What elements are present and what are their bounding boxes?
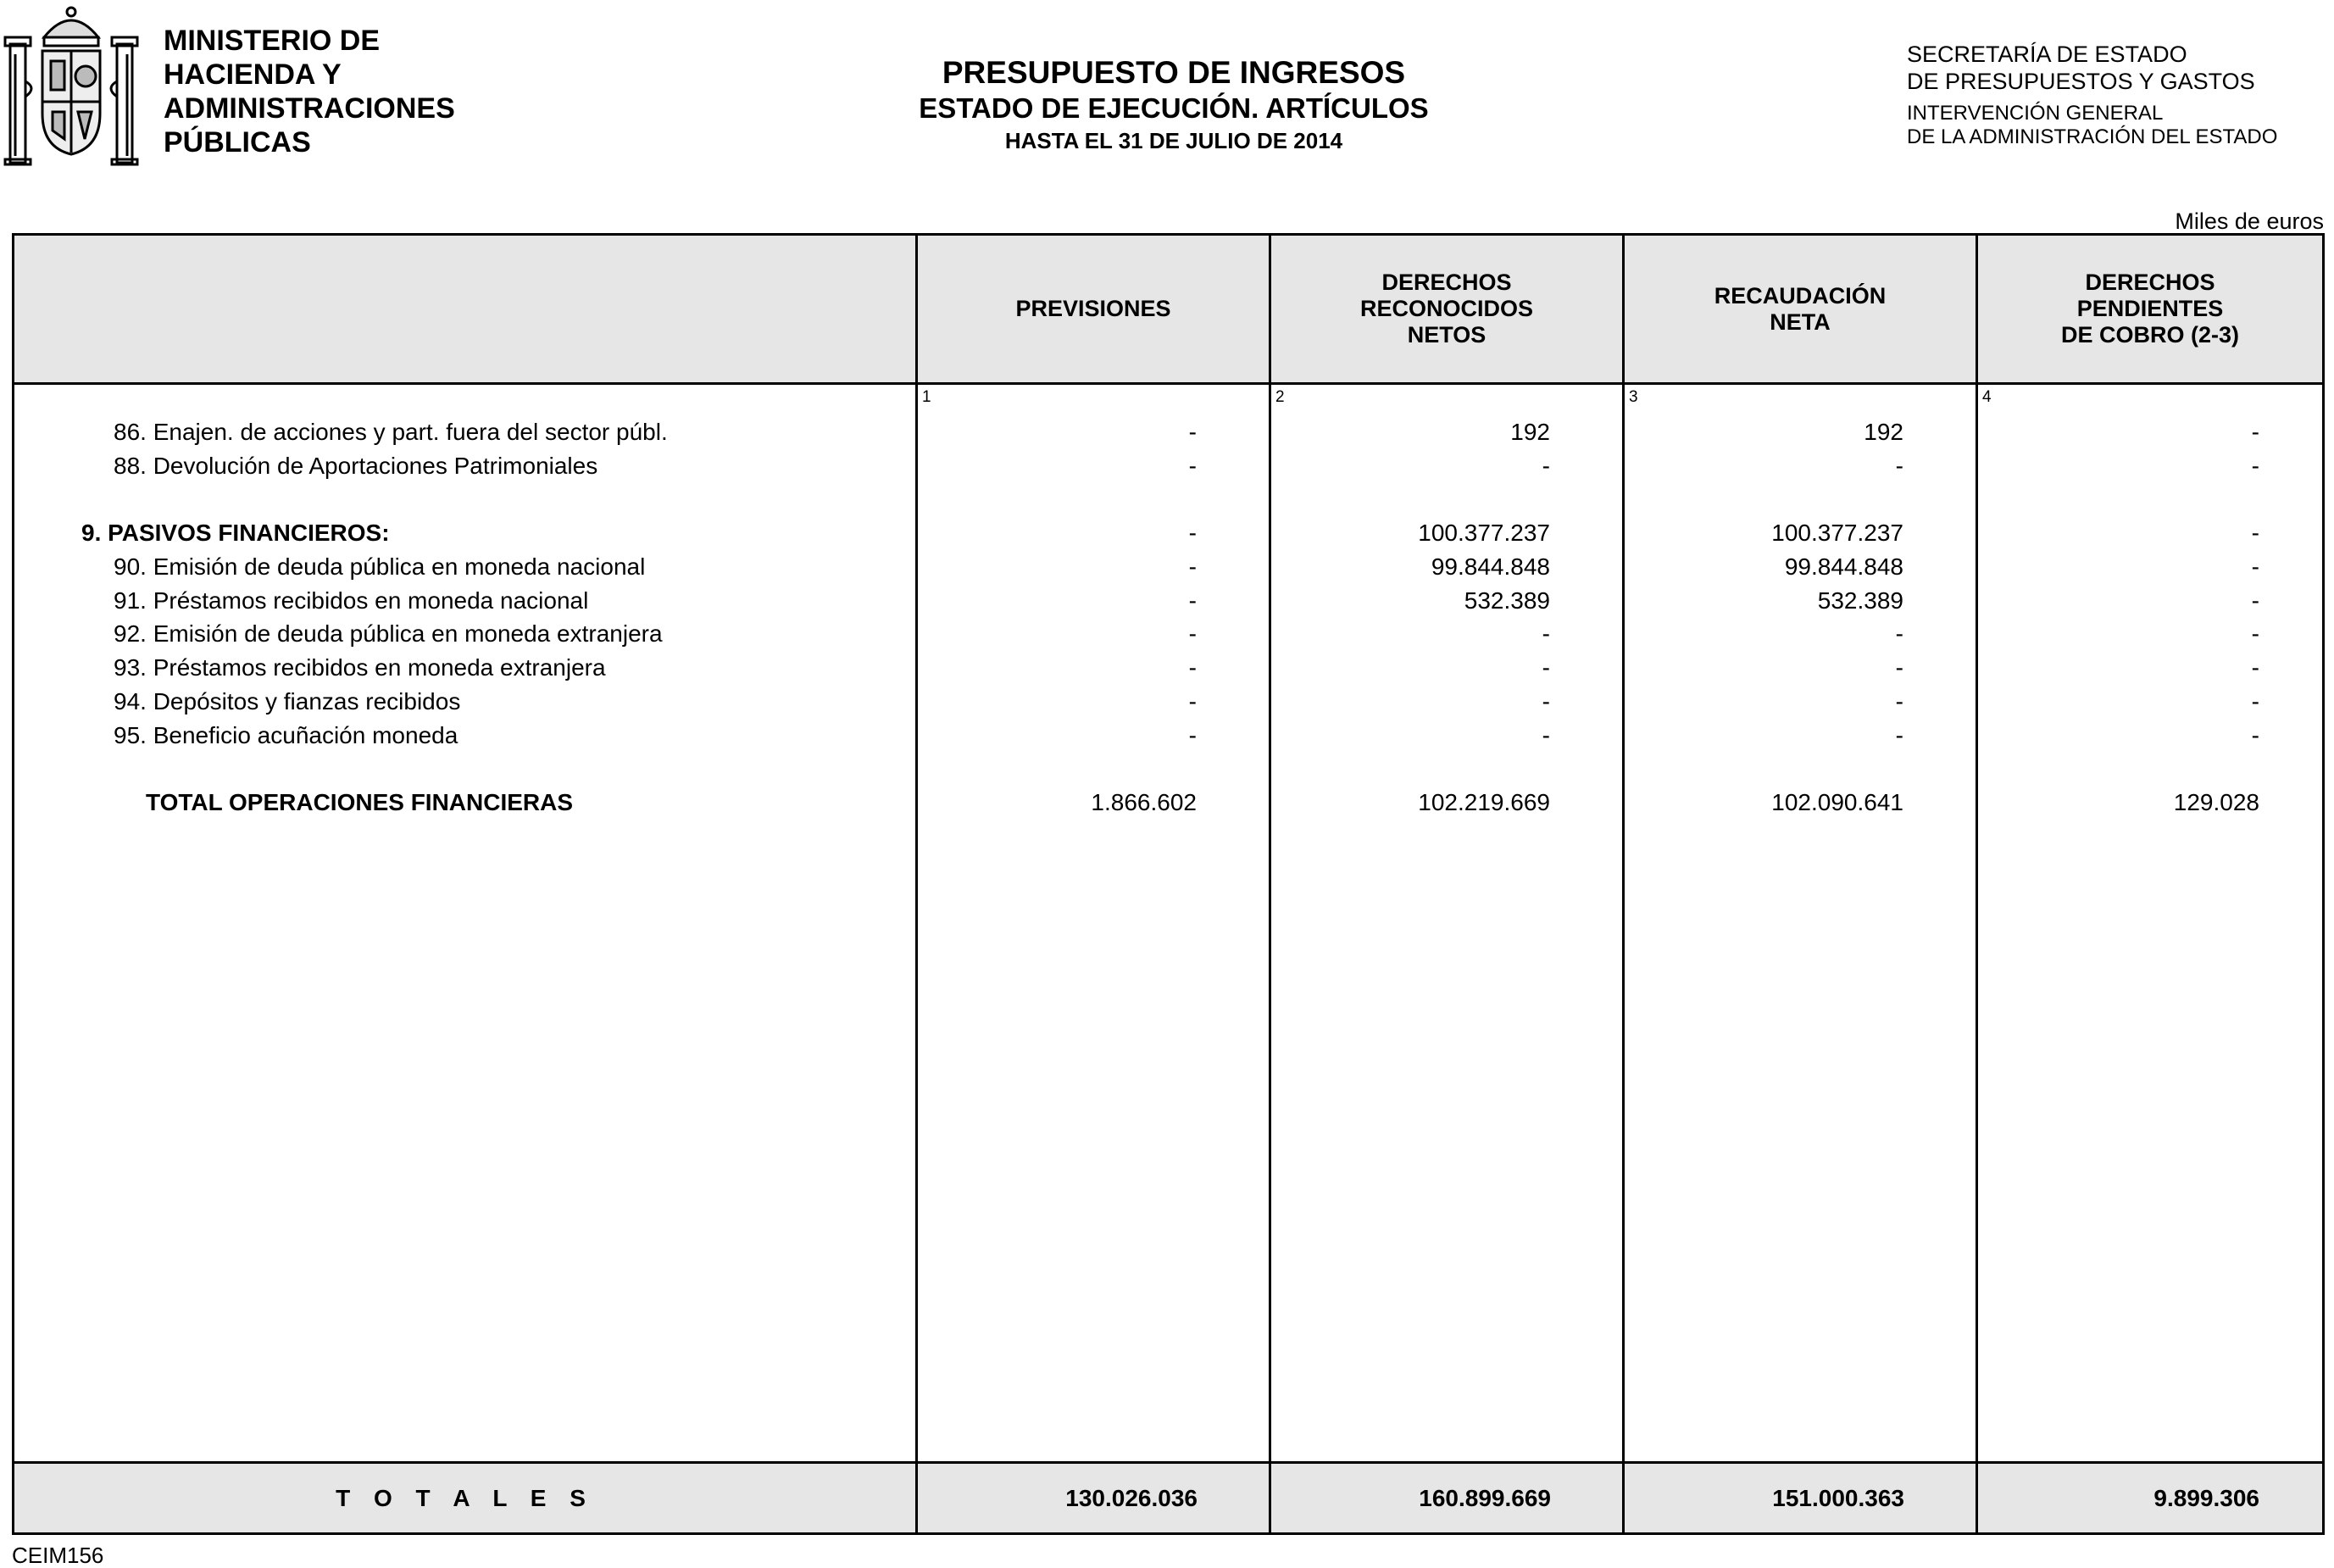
table-row — [0, 550, 2334, 584]
table-row — [0, 449, 2334, 483]
row-value: - — [2251, 620, 2259, 647]
ministry-name — [164, 24, 455, 159]
row-value: - — [1188, 453, 1197, 479]
row-label: 90. Emisión de deuda pública en moneda nacional — [114, 553, 646, 580]
row-value: - — [1188, 654, 1197, 681]
row-value: - — [2251, 587, 2259, 614]
totals-value: 160.899.669 — [1419, 1485, 1551, 1511]
row-value: - — [1188, 620, 1197, 647]
row-value: - — [1188, 722, 1197, 748]
table-row — [0, 651, 2334, 685]
column-header-line: RECAUDACIÓN — [1714, 282, 1887, 309]
column-header-line: DERECHOS — [2085, 270, 2215, 295]
row-value: 532.389 — [1464, 587, 1550, 614]
totals-value: 151.000.363 — [1772, 1485, 1904, 1511]
row-value: - — [2251, 520, 2259, 546]
column-number: 2 — [1275, 388, 1285, 406]
totals-label: T O T A L E S — [336, 1485, 594, 1511]
row-value: - — [2251, 419, 2259, 445]
row-label: 9. PASIVOS FINANCIEROS: — [81, 520, 390, 546]
column-number: 1 — [922, 388, 931, 406]
report-subtitle: ESTADO DE EJECUCIÓN. ARTÍCULOS — [919, 92, 1429, 124]
column-header-recaudacion — [1625, 236, 1976, 382]
intervencion-heading — [1907, 102, 2277, 149]
intervencion-line: DE LA ADMINISTRACIÓN DEL ESTADO — [1907, 125, 2278, 148]
row-value: 100.377.237 — [1418, 520, 1550, 546]
ministry-line: ADMINISTRACIONES — [164, 92, 455, 125]
column-number: 3 — [1629, 388, 1638, 406]
ministry-line: MINISTERIO DE — [164, 25, 381, 57]
row-value: - — [1188, 553, 1197, 580]
secretaria-heading — [1907, 41, 2255, 95]
totals-value: 9.899.306 — [2153, 1485, 2259, 1511]
document-code: CEIM156 — [12, 1543, 104, 1568]
row-value: 129.028 — [2173, 789, 2259, 815]
table-row-section — [0, 516, 2334, 550]
secretaria-line: SECRETARÍA DE ESTADO — [1907, 42, 2187, 67]
row-value: - — [1188, 587, 1197, 614]
row-value: - — [2251, 688, 2259, 714]
row-label: 91. Préstamos recibidos en moneda nacional — [114, 587, 589, 614]
report-title: PRESUPUESTO DE INGRESOS — [942, 55, 1406, 90]
row-value: 192 — [1510, 419, 1550, 445]
column-header-line: PENDIENTES — [2076, 296, 2224, 321]
table-row — [0, 584, 2334, 618]
column-header-line: PREVISIONES — [1015, 296, 1171, 321]
row-value: - — [1542, 620, 1550, 647]
row-value: 102.219.669 — [1418, 789, 1550, 815]
column-header-line: DE COBRO (2-3) — [2060, 322, 2239, 348]
units-label: Miles de euros — [2175, 209, 2324, 234]
row-value: - — [1542, 654, 1550, 681]
row-value: - — [1895, 688, 1903, 714]
row-value: - — [1895, 620, 1903, 647]
table-row — [0, 685, 2334, 719]
row-label: 92. Emisión de deuda pública en moneda extranjera — [114, 620, 663, 647]
row-value: - — [1542, 722, 1550, 748]
row-label: 86. Enajen. de acciones y part. fuera del sector públ. — [114, 419, 668, 445]
column-header-line: NETOS — [1407, 322, 1487, 348]
row-label: 93. Préstamos recibidos en moneda extranjera — [114, 654, 606, 681]
row-label: 94. Depósitos y fianzas recibidos — [114, 688, 461, 714]
column-number: 4 — [1982, 388, 1992, 406]
row-value: - — [1188, 688, 1197, 714]
row-value: 99.844.848 — [1431, 553, 1550, 580]
column-header-line: NETA — [1770, 309, 1831, 335]
column-header-previsiones — [918, 236, 1269, 382]
row-value: - — [1895, 453, 1903, 479]
ministry-line: PÚBLICAS — [164, 126, 311, 158]
column-header-pendientes — [1978, 236, 2322, 382]
row-value: - — [2251, 722, 2259, 748]
row-value: - — [1188, 520, 1197, 546]
row-value: - — [1188, 419, 1197, 445]
row-value: 100.377.237 — [1771, 520, 1903, 546]
row-value: - — [1542, 453, 1550, 479]
row-value: 102.090.641 — [1771, 789, 1903, 815]
row-value: - — [2251, 654, 2259, 681]
coat-of-arms-logo — [3, 3, 139, 166]
report-period: HASTA EL 31 DE JULIO DE 2014 — [1004, 128, 1343, 153]
row-value: - — [2251, 453, 2259, 479]
table-row — [0, 415, 2334, 449]
row-label: 95. Beneficio acuñación moneda — [114, 722, 458, 748]
ministry-line: HACIENDA Y — [164, 58, 342, 91]
secretaria-line: DE PRESUPUESTOS Y GASTOS — [1907, 69, 2255, 94]
table-row-subtotal — [0, 786, 2334, 820]
row-label: 88. Devolución de Aportaciones Patrimoniales — [114, 453, 598, 479]
row-value: 1.866.602 — [1091, 789, 1197, 815]
report-title-block — [847, 54, 1500, 156]
row-label: TOTAL OPERACIONES FINANCIERAS — [146, 789, 574, 815]
table-row — [0, 719, 2334, 753]
totals-value: 130.026.036 — [1065, 1485, 1198, 1511]
column-header-line: DERECHOS — [1381, 270, 1512, 295]
row-value: - — [1895, 654, 1903, 681]
intervencion-line: INTERVENCIÓN GENERAL — [1907, 102, 2164, 125]
row-value: 192 — [1864, 419, 1903, 445]
row-value: - — [2251, 553, 2259, 580]
row-value: 99.844.848 — [1784, 553, 1903, 580]
column-header-derechos-reconocidos — [1271, 236, 1622, 382]
row-value: - — [1895, 722, 1903, 748]
column-header-line: RECONOCIDOS — [1359, 296, 1534, 321]
row-value: - — [1542, 688, 1550, 714]
table-row — [0, 617, 2334, 651]
row-value: 532.389 — [1817, 587, 1903, 614]
